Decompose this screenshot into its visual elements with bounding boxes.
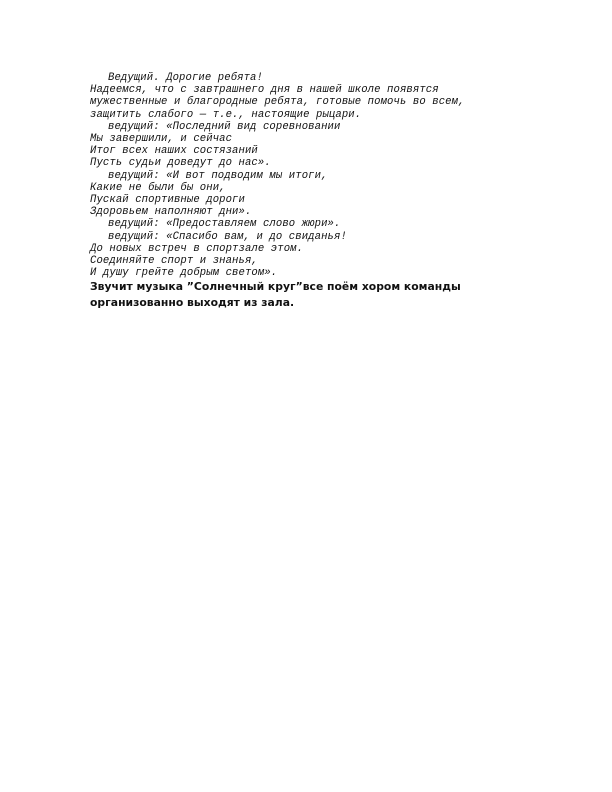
text-line: защитить слабого — т.е., настоящие рыцари. xyxy=(90,108,362,121)
closing-line: Звучит музыка ”Солнечный круг”все поём хором команды xyxy=(90,280,461,294)
text-line: ведущий: «Последний вид соревновании xyxy=(108,120,341,133)
text-line: Какие не были бы они, xyxy=(90,181,226,194)
text-line: Здоровьем наполняют дни». xyxy=(90,206,252,219)
text-line: Итог всех наших состязаний xyxy=(90,145,258,158)
text-line: Соединяйте спорт и знанья, xyxy=(90,255,258,268)
text-line: Мы завершили, и сейчас xyxy=(90,133,233,146)
closing-line: организованно выходят из зала. xyxy=(90,296,295,310)
text-line: Надеемся, что с завтрашнего дня в нашей школе появятся xyxy=(90,84,439,97)
text-line: ведущий: «Спасибо вам, и до свиданья! xyxy=(108,230,347,243)
text-line: ведущий: «Предоставляем слово жюри». xyxy=(108,218,341,231)
text-line: Пускай спортивные дороги xyxy=(90,194,245,207)
text-line: До новых встреч в спортзале этом. xyxy=(90,242,304,255)
text-line: Пусть судьи доведут до нас». xyxy=(90,157,271,170)
script-text xyxy=(90,72,570,311)
text-line: мужественные и благородные ребята, готовые помочь во всем, xyxy=(90,96,465,109)
text-line: ведущий: «И вот подводим мы итоги, xyxy=(108,169,328,182)
text-line: Ведущий. Дорогие ребята! xyxy=(108,72,263,84)
text-line: И душу грейте добрым светом». xyxy=(90,267,278,280)
